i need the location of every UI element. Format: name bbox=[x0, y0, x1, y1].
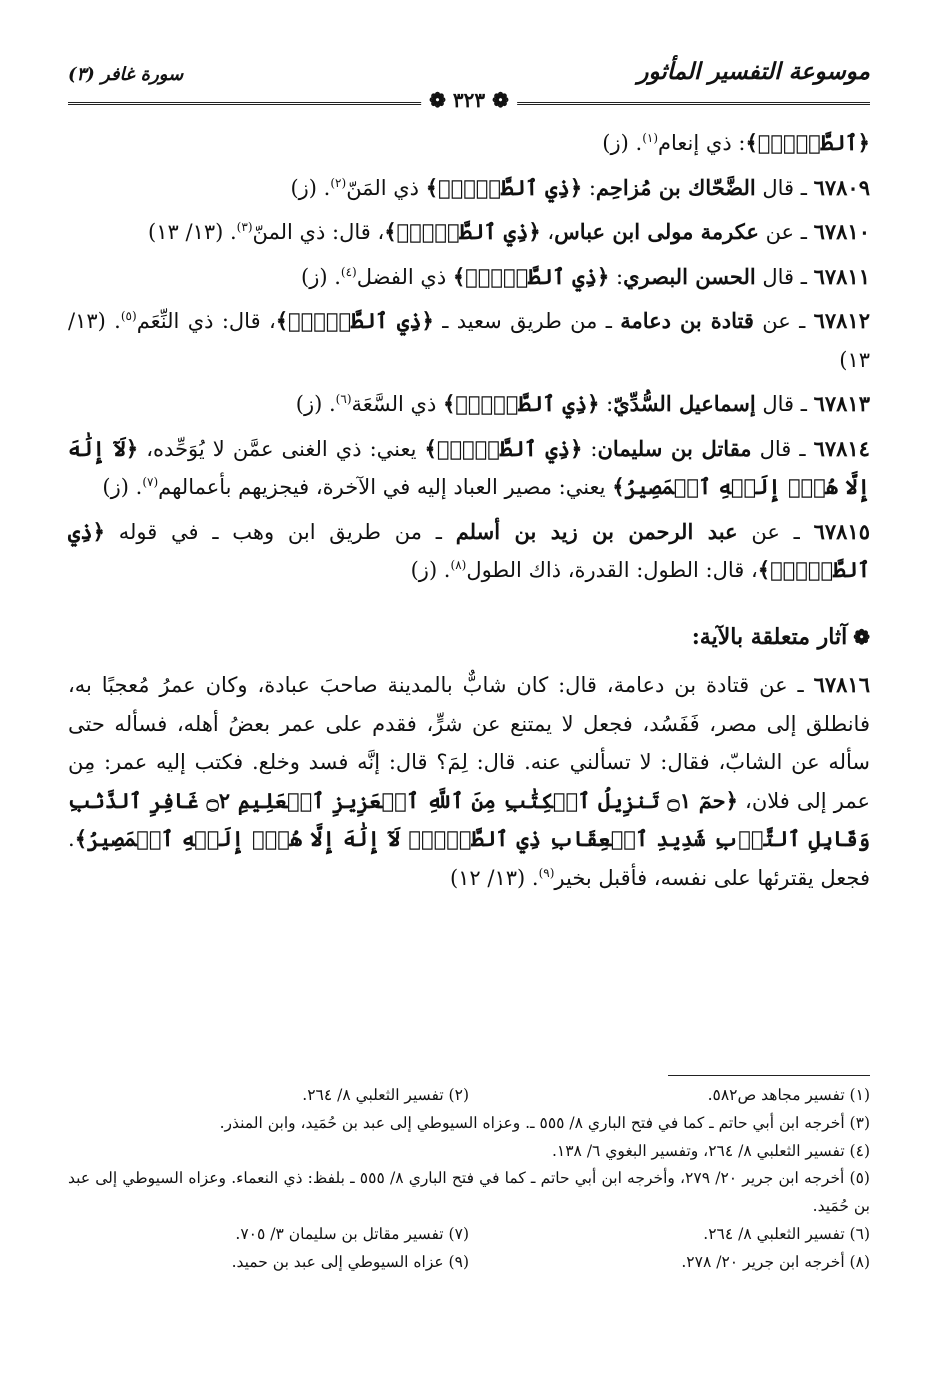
entry-tail: . (ز) bbox=[410, 558, 451, 582]
footnote: (٤) تفسير الثعلبي ٨/ ٢٦٤، وتفسير البغوي ٦/ ١٣٨. bbox=[551, 1141, 870, 1160]
quran-quote: ﴿ذِي ٱلطَّوۡلِۖ﴾ bbox=[425, 174, 583, 200]
entry-number: ٦٧٨١٢ bbox=[813, 308, 870, 333]
footnote-ref: (٩) bbox=[538, 865, 555, 880]
footnote-ref: (٧) bbox=[142, 475, 159, 489]
entry-67809 bbox=[68, 169, 870, 208]
footnote-ref: (٨) bbox=[450, 558, 467, 572]
flower-ornament-icon: ❁ bbox=[853, 624, 870, 649]
entry-tail: . (١٣/ ١٣) bbox=[68, 309, 870, 372]
story-text: . فجعل يقترئها على نفسه، فأقبل بخير bbox=[68, 827, 870, 890]
entry-tail: . (ز) bbox=[602, 131, 643, 155]
quran-quote: ﴿ٱلطَّوۡلِۖ﴾ bbox=[745, 130, 870, 155]
footnote: (٣) أخرجه ابن أبي حاتم ـ كما في فتح الباري ٨/ ٥٥٥ ـ. وعزاه السيوطي إلى عبد بن حُمَيد، وابن المنذر. bbox=[219, 1113, 870, 1132]
entry-tail: . (١٣/ ١٣) bbox=[148, 220, 237, 244]
entry-tail: . (ز) bbox=[290, 175, 331, 200]
story-text: ـ عن قتادة بن دعامة، قال: كان شابٌّ بالمدينة صاحبَ عبادة، وكان عمرُ مُعجبًا به، فانطلق إلى مصر، فَفَسُد، فجعل لا يمتنع عن شرٍّ، فقدم على عمر بعضُ أهله، فسأله حتى سأله عن الشابّ، فقال: لا تسألني عنه. قال: لِمَ؟ قال: إنَّه فسد وخلع. فكتب إليه عمر: مِن عمر إلى فلان، bbox=[68, 673, 870, 813]
section-heading bbox=[68, 618, 870, 657]
entry-67812 bbox=[68, 302, 870, 379]
narrator-name: إسماعيل السُّدِّيّ bbox=[613, 391, 756, 416]
entry-prefix: ـ عن bbox=[758, 220, 814, 244]
entry-number: ٦٧٨١٦ bbox=[813, 672, 870, 697]
quran-quote: ﴿حمٓ ۝١ تَنزِيلُ ٱلۡكِتَٰبِ مِنَ ٱللَّهِ ٱلۡعَزِيزِ ٱلۡعَلِيمِ ۝٢ غَافِرِ ٱلذَّنۢبِ وَقَابِلِ ٱلتَّوۡبِ شَدِيدِ ٱلۡعِقَابِ ذِي ٱلطَّوۡلِۖ لَآ إِلَٰهَ إِلَّا هُوَۖ إِلَيۡهِ ٱلۡمَصِيرُ﴾ bbox=[68, 787, 870, 851]
quran-quote: ﴿ذِي ٱلطَّوۡلِۖ﴾ bbox=[68, 518, 870, 582]
entry-67815 bbox=[68, 513, 870, 590]
book-title: موسوعة التفسير المأثور bbox=[637, 58, 870, 85]
quran-quote: ﴿ذِي ٱلطَّوۡلِۖ﴾ bbox=[275, 308, 434, 333]
footnote-separator bbox=[668, 1075, 870, 1076]
footnote-ref: (٥) bbox=[120, 309, 137, 323]
narrator-name: الضَّحّاك بن مُزاحِم bbox=[595, 174, 756, 200]
surah-title: سورة غافر (٣) bbox=[68, 64, 184, 85]
page-number-value: ٣٢٣ bbox=[452, 88, 486, 112]
entry-text: يعني: مصير العباد إليه في الآخرة، فيجزيهم بأعمالهم bbox=[158, 475, 613, 499]
entry-number: ٦٧٨١٠ bbox=[813, 219, 870, 244]
entry-text: ذي الفضل bbox=[356, 264, 453, 289]
entry-text: ، قال: ذي المنّ bbox=[252, 220, 385, 244]
entry-number: ٦٧٨١١ bbox=[813, 263, 870, 289]
page-header bbox=[68, 58, 870, 112]
entry-67816 bbox=[68, 666, 870, 897]
footnote: (٨) أخرجه ابن جرير ٢٠/ ٢٧٨. bbox=[681, 1252, 870, 1271]
entry-line bbox=[68, 124, 870, 163]
quran-quote: ﴿ذِي ٱلطَّوۡلِۖ﴾ bbox=[443, 391, 600, 416]
narrator-name: عكرمة مولى ابن عباس bbox=[554, 219, 759, 244]
quran-quote: ﴿ذِي ٱلطَّوۡلِۖ﴾ bbox=[424, 435, 583, 461]
entry-text: : ذي إنعام bbox=[658, 131, 746, 155]
entry-tail: . (ز) bbox=[102, 475, 143, 499]
entry-67813 bbox=[68, 385, 870, 424]
entry-67814 bbox=[68, 430, 870, 507]
footnote-ref: (١) bbox=[642, 131, 659, 145]
entry-number: ٦٧٨١٥ bbox=[813, 518, 870, 544]
footnote-row bbox=[68, 1082, 870, 1110]
entry-text: ـ من طريق سعيد ـ bbox=[433, 309, 621, 333]
footnote: (٥) أخرجه ابن جرير ٢٠/ ٢٧٩، وأخرجه ابن أبي حاتم ـ كما في فتح الباري ٨/ ٥٥٥ ـ بلفظ: ذي النعماء. وعزاه السيوطي إلى عبد بن حُمَيد. bbox=[68, 1169, 870, 1216]
narrator-name: عبد الرحمن بن زيد بن أسلم bbox=[455, 518, 738, 544]
narrator-name: الحسن البصري bbox=[623, 263, 756, 289]
footnote-ref: (٣) bbox=[236, 220, 253, 234]
footnotes bbox=[68, 1082, 870, 1277]
quran-quote: ﴿ذِي ٱلطَّوۡلِۖ﴾ bbox=[384, 219, 541, 244]
footnote-row bbox=[68, 1221, 870, 1249]
main-text bbox=[68, 124, 870, 903]
entry-number: ٦٧٨١٣ bbox=[813, 391, 870, 416]
footnote-ref: (٤) bbox=[340, 264, 357, 279]
spacer bbox=[68, 596, 870, 618]
entry-text: ، قال: ذي النِّعَم bbox=[136, 309, 276, 333]
entry-prefix: ـ قال bbox=[755, 175, 814, 200]
entry-text: ـ من طريق ابن وهب ـ في قوله bbox=[104, 519, 456, 544]
section-heading-text: آثار متعلقة بالآية: bbox=[691, 623, 848, 650]
entry-text: ذي المَنّ bbox=[346, 175, 426, 200]
entry-number: ٦٧٨٠٩ bbox=[813, 174, 870, 200]
entry-text: ذي السَّعَة bbox=[351, 392, 443, 416]
page-number: ❁ ٣٢٣ ❁ bbox=[421, 88, 517, 112]
footnote-row bbox=[68, 1249, 870, 1277]
quran-quote: ﴿لَآ إِلَٰهَ إِلَّا هُوَۖ إِلَيۡهِ ٱلۡمَصِيرُ﴾ bbox=[68, 435, 870, 499]
entry-text: : bbox=[582, 436, 598, 461]
entry-prefix: ـ قال bbox=[755, 392, 814, 416]
entry-text: : bbox=[599, 392, 614, 416]
entry-prefix: ـ قال bbox=[751, 436, 814, 461]
entry-prefix: ـ قال bbox=[755, 264, 814, 289]
entry-67811 bbox=[68, 258, 870, 297]
footnote-ref: (٢) bbox=[330, 175, 347, 190]
entry-prefix: ـ عن bbox=[737, 519, 814, 544]
footnote: (٧) تفسير مقاتل بن سليمان ٣/ ٧٠٥. bbox=[235, 1224, 469, 1243]
quran-quote: ﴿ذِي ٱلطَّوۡلِۖ﴾ bbox=[452, 263, 610, 289]
entry-tail: . (ز) bbox=[295, 392, 336, 416]
entry-text: : bbox=[582, 175, 596, 200]
entry-67810 bbox=[68, 213, 870, 252]
entry-text: ، قال: الطول: القدرة، ذاك الطول bbox=[466, 558, 758, 582]
entry-tail: . (١٣/ ١٢) bbox=[449, 865, 539, 890]
footnote: (١) تفسير مجاهد ص٥٨٢. bbox=[707, 1086, 870, 1104]
entry-prefix: ـ عن bbox=[753, 309, 814, 333]
entry-tail: . (ز) bbox=[301, 264, 341, 289]
footnote: (٦) تفسير الثعلبي ٨/ ٢٦٤. bbox=[703, 1224, 870, 1243]
entry-text: ، bbox=[540, 220, 555, 244]
entry-text: : bbox=[609, 264, 624, 289]
footnote: (٩) عزاه السيوطي إلى عبد بن حميد. bbox=[231, 1252, 469, 1271]
footnote: (٢) تفسير الثعلبي ٨/ ٢٦٤. bbox=[302, 1086, 469, 1104]
narrator-name: قتادة بن دعامة bbox=[620, 308, 754, 333]
footnote-ref: (٦) bbox=[335, 392, 352, 406]
entry-text: يعني: ذي الغنى عمَّن لا يُوَحِّده، bbox=[138, 436, 425, 461]
entry-number: ٦٧٨١٤ bbox=[813, 435, 870, 461]
narrator-name: مقاتل بن سليمان bbox=[597, 435, 752, 461]
